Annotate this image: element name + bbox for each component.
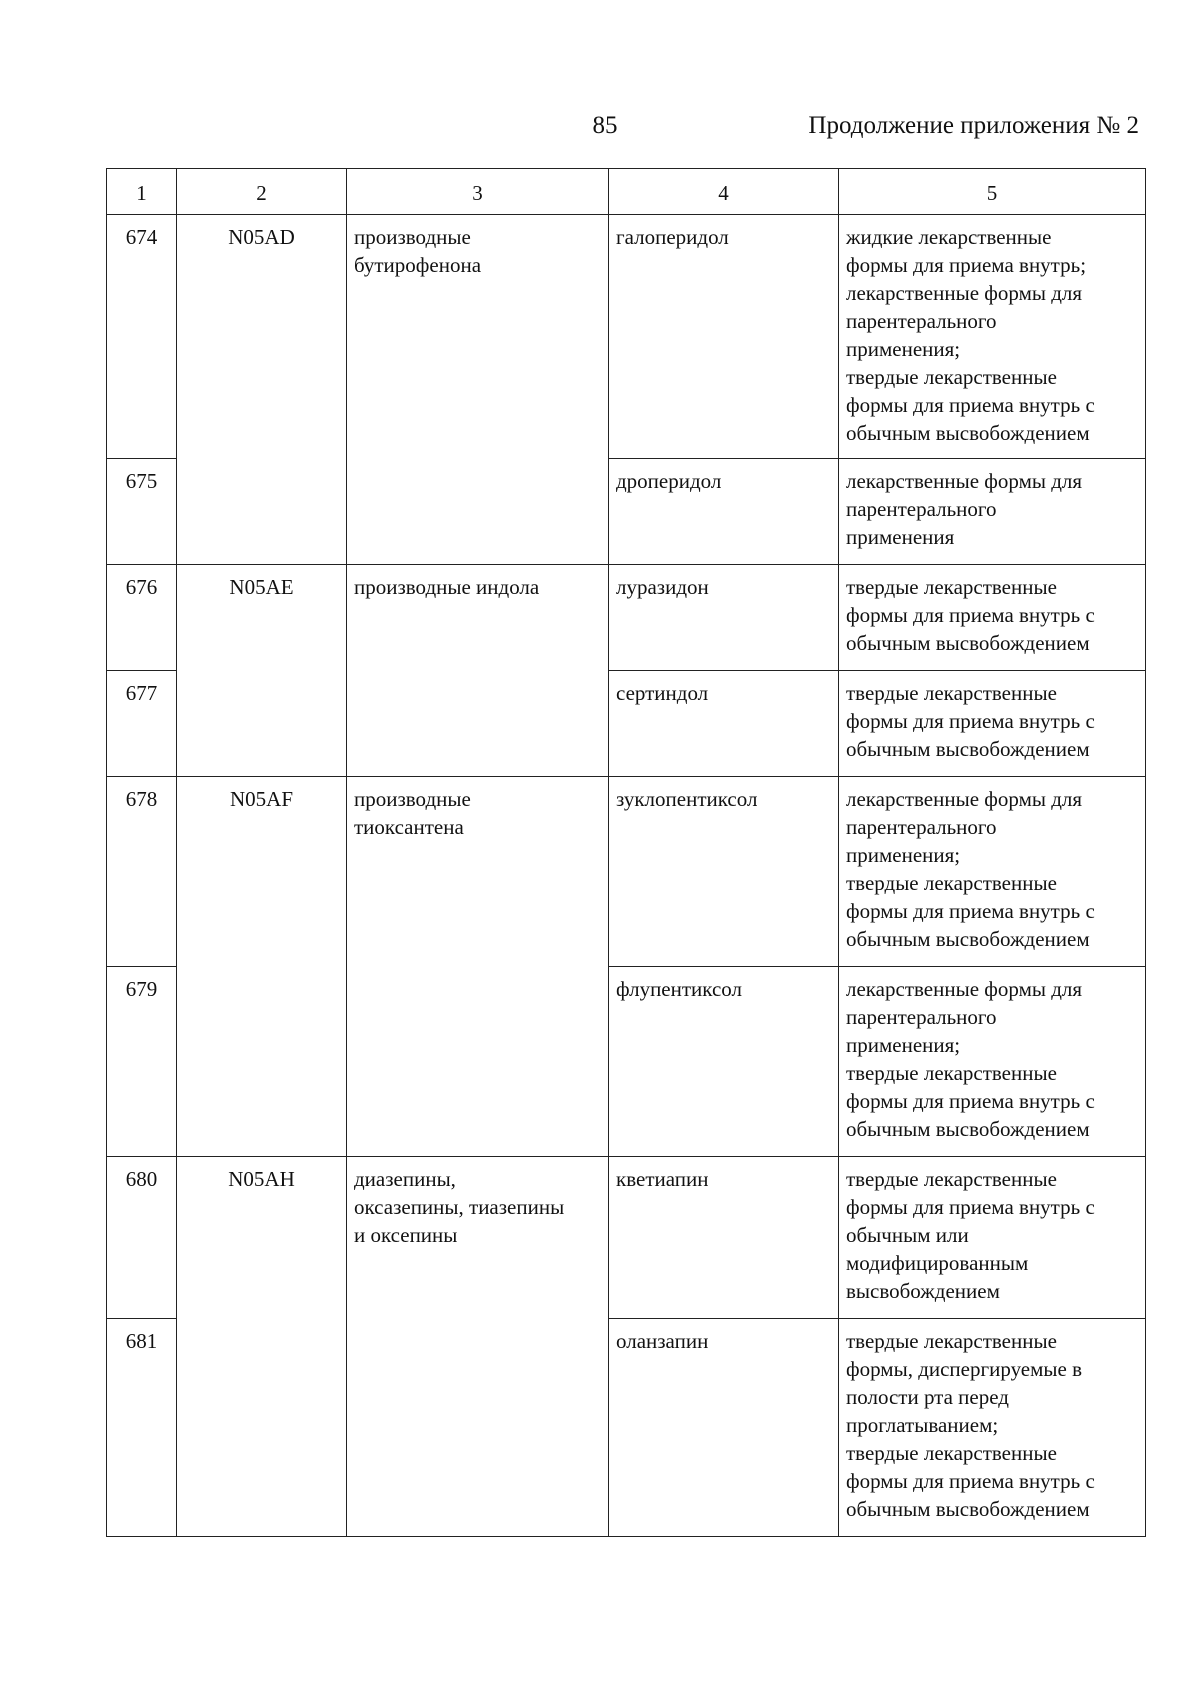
row-number: 675 bbox=[107, 459, 177, 565]
table-row bbox=[107, 1157, 1146, 1319]
atc-code: N05AE bbox=[177, 565, 347, 777]
pharmacological-group: производные тиоксантена bbox=[347, 777, 609, 1157]
drug-name: луразидон bbox=[609, 565, 839, 671]
drug-name: флупентиксол bbox=[609, 967, 839, 1157]
dosage-forms: лекарственные формы для парентерального применения; твердые лекарственные формы для приема внутрь с обычным высвобождением bbox=[839, 967, 1146, 1157]
drug-name: оланзапин bbox=[609, 1319, 839, 1537]
table-row bbox=[107, 215, 1146, 459]
pharmacological-group: диазепины, оксазепины, тиазепины и оксепины bbox=[347, 1157, 609, 1537]
column-header: 3 bbox=[347, 169, 609, 215]
column-header: 2 bbox=[177, 169, 347, 215]
pharmacological-group: производные бутирофенона bbox=[347, 215, 609, 565]
atc-code: N05AF bbox=[177, 777, 347, 1157]
drug-name: сертиндол bbox=[609, 671, 839, 777]
column-header: 1 bbox=[107, 169, 177, 215]
row-number: 678 bbox=[107, 777, 177, 967]
row-number: 674 bbox=[107, 215, 177, 459]
drug-name: кветиапин bbox=[609, 1157, 839, 1319]
row-number: 677 bbox=[107, 671, 177, 777]
dosage-forms: твердые лекарственные формы для приема внутрь с обычным высвобождением bbox=[839, 565, 1146, 671]
table-row bbox=[107, 565, 1146, 671]
dosage-forms: твердые лекарственные формы, диспергируемые в полости рта перед проглатыванием; твердые лекарственные формы для приема внутрь с обычным высвобождением bbox=[839, 1319, 1146, 1537]
page-caption: Продолжение приложения № 2 bbox=[808, 112, 1139, 139]
medication-table bbox=[106, 168, 1146, 1537]
dosage-forms: твердые лекарственные формы для приема внутрь с обычным или модифицированным высвобождением bbox=[839, 1157, 1146, 1319]
drug-name: галоперидол bbox=[609, 215, 839, 459]
row-number: 681 bbox=[107, 1319, 177, 1537]
drug-name: зуклопентиксол bbox=[609, 777, 839, 967]
atc-code: N05AH bbox=[177, 1157, 347, 1537]
page-number: 85 bbox=[592, 112, 618, 139]
dosage-forms: лекарственные формы для парентерального применения bbox=[839, 459, 1146, 565]
pharmacological-group: производные индола bbox=[347, 565, 609, 777]
row-number: 679 bbox=[107, 967, 177, 1157]
dosage-forms: твердые лекарственные формы для приема внутрь с обычным высвобождением bbox=[839, 671, 1146, 777]
drug-name: дроперидол bbox=[609, 459, 839, 565]
table-row bbox=[107, 777, 1146, 967]
table-header-row bbox=[107, 169, 1146, 215]
row-number: 680 bbox=[107, 1157, 177, 1319]
dosage-forms: жидкие лекарственные формы для приема внутрь; лекарственные формы для парентерального применения; твердые лекарственные формы для приема внутрь с обычным высвобождением bbox=[839, 215, 1146, 459]
column-header: 5 bbox=[839, 169, 1146, 215]
dosage-forms: лекарственные формы для парентерального применения; твердые лекарственные формы для приема внутрь с обычным высвобождением bbox=[839, 777, 1146, 967]
atc-code: N05AD bbox=[177, 215, 347, 565]
column-header: 4 bbox=[609, 169, 839, 215]
row-number: 676 bbox=[107, 565, 177, 671]
